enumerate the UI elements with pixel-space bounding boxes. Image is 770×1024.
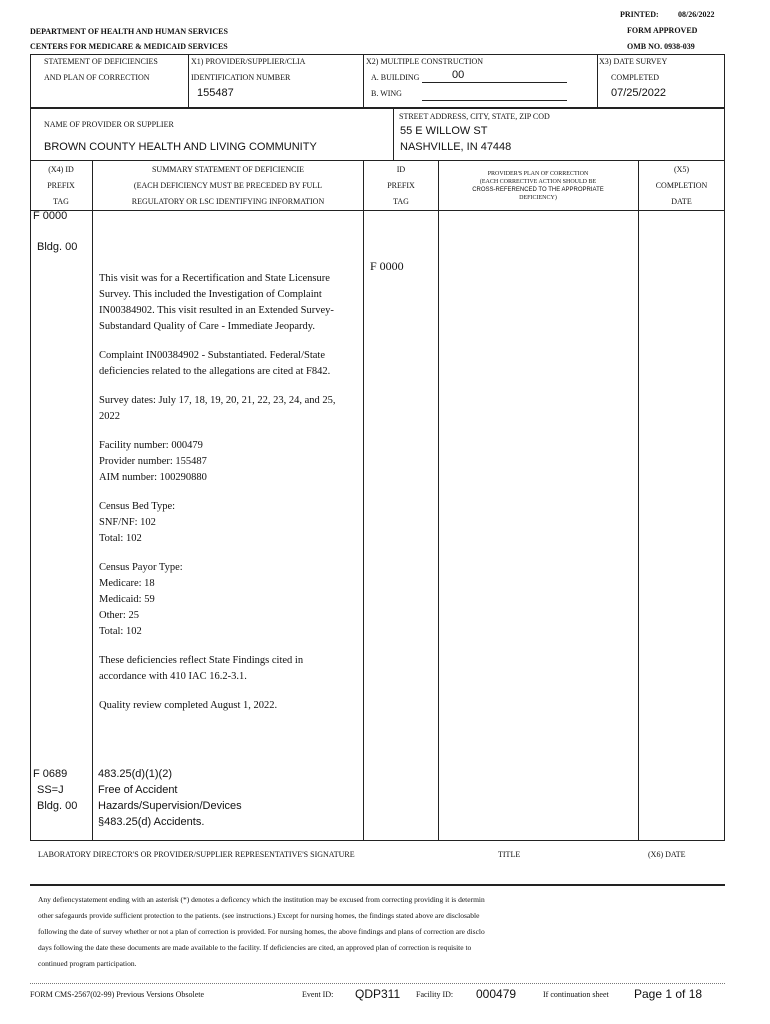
building-value: 00 [452,69,465,81]
address-label: STREET ADDRESS, CITY, STATE, ZIP COD [399,112,550,121]
plan-header-line1: PROVIDER'S PLAN OF CORRECTION [487,171,589,177]
continuation-label: If continuation sheet [543,990,609,999]
form-number: FORM CMS-2567(02-99) Previous Versions Obsolete [30,990,205,999]
regulation-line4: §483.25(d) Accidents. [98,816,205,828]
event-id-value: QDP311 [355,987,401,1001]
id-header-line3: TAG [393,197,409,206]
provider-name: BROWN COUNTY HEALTH AND LIVING COMMUNITY [44,141,317,153]
x4-header-line3: TAG [53,197,69,206]
x3-label-line2: COMPLETED [611,73,659,82]
summary-paragraph: This visit was for a Recertification and State Licensure Survey. This included the Investigation of Complaint IN00384902. This visit resulted in an Extended Survey-Substandard Quality of Care - Immediate Jeopardy. [99,273,334,332]
provider-name-label: NAME OF PROVIDER OR SUPPLIER [44,120,174,129]
address-line2: NASHVILLE, IN 47448 [400,141,512,153]
summary-header-line3: REGULATORY OR LSC IDENTIFYING INFORMATION [131,197,325,206]
id-prefix-tag-f0000: F 0000 [370,259,404,273]
disclaimer-line: continued program participation. [38,959,137,968]
summary-paragraph: Census Payor Type: Medicare: 18 Medicaid: 59 Other: 25 Total: 102 [99,562,183,637]
plan-header-line3: CROSS-REFERENCED TO THE APPROPRIATE [472,187,604,193]
department-name: DEPARTMENT OF HEALTH AND HUMAN SERVICES [30,27,228,36]
disclaimer-line: days following the date these documents are made available to the facility. If deficiencies are cited, an approved plan of correction is requisite to [38,943,472,952]
survey-completed-date: 07/25/2022 [611,87,667,99]
wing-label: B. WING [371,89,402,98]
provider-id-value: 155487 [197,87,234,99]
id-header-line2: PREFIX [387,181,415,190]
omb-number: OMB NO. 0938-039 [627,42,695,51]
statement-label-line1: STATEMENT OF DEFICIENCIES [44,57,158,66]
summary-paragraph: Complaint IN00384902 - Substantiated. Federal/State deficiencies related to the allegations are cited at F842. [99,350,331,377]
building-tag-1: Bldg. 00 [37,241,78,253]
plan-header-line4: DEFICIENCY) [519,195,557,201]
summary-paragraph: Census Bed Type: SNF/NF: 102 Total: 102 [99,501,176,544]
form-approved: FORM APPROVED [627,26,698,35]
statement-label-line2: AND PLAN OF CORRECTION [44,73,150,82]
scope-severity: SS=J [37,784,64,796]
summary-header-line1: SUMMARY STATEMENT OF DEFICIENCIE [151,165,305,174]
page-number: Page 1 of 18 [634,987,703,1001]
x5-header-line1: (X5) [673,165,690,174]
building-tag-2: Bldg. 00 [37,800,78,812]
event-id-label: Event ID: [302,990,334,999]
summary-header-line2: (EACH DEFICIENCY MUST BE PRECEDED BY FULL [133,181,323,190]
disclaimer-line: other safegaurds provide sufficient protection to the patients. (see instructions.) Except for nursing homes, the findings stated above are disclosable [38,911,480,920]
x1-label-line1: X1) PROVIDER/SUPPLIER/CLIA [191,57,306,66]
building-label: A. BUILDING [371,73,420,82]
address-line1: 55 E WILLOW ST [400,125,488,137]
x4-header-line1: (X4) ID [48,165,74,174]
x5-header-line3: DATE [671,197,692,206]
summary-paragraph: Quality review completed August 1, 2022. [99,700,278,711]
regulation-line2: Free of Accident [98,784,178,796]
disclaimer-line: Any defiencystatement ending with an asterisk (*) denotes a deficency which the institution may be excused from correcting providing it is determin [38,895,485,904]
signature-label: LABORATORY DIRECTOR'S OR PROVIDER/SUPPLIER REPRESENTATIVE'S SIGNATURE [38,850,355,859]
x2-title: X2) MULTIPLE CONSTRUCTION [366,57,484,66]
facility-id-value: 000479 [476,987,517,1001]
summary-paragraph: Facility number: 000479 Provider number: 155487 AIM number: 100290880 [99,440,207,483]
summary-paragraph: These deficiencies reflect State Findings cited in accordance with 410 IAC 16.2-3.1. [99,655,304,682]
centers-name: CENTERS FOR MEDICARE & MEDICAID SERVICES [30,42,228,51]
printed-date: 08/26/2022 [678,10,715,19]
id-header-line1: ID [396,165,406,174]
regulation-line1: 483.25(d)(1)(2) [98,768,172,780]
x5-header-line2: COMPLETION [655,181,708,190]
prefix-tag-f0000: F 0000 [33,210,68,222]
prefix-tag-f0689: F 0689 [33,768,68,780]
summary-paragraph: Survey dates: July 17, 18, 19, 20, 21, 22, 23, 24, and 25, 2022 [99,395,336,422]
x4-header-line2: PREFIX [47,181,75,190]
title-label: TITLE [498,850,521,859]
x6-date-label: (X6) DATE [648,850,686,859]
x3-label-line1: X3) DATE SURVEY [599,57,668,66]
regulation-line3: Hazards/Supervision/Devices [98,800,242,812]
disclaimer-line: following the date of survey whether or not a plan of correction is provided. For nursing homes, the above findings and plans of correction are disclo [38,927,485,936]
facility-id-label: Facility ID: [416,990,454,999]
x1-label-line2: IDENTIFICATION NUMBER [191,73,291,82]
summary-statement [99,271,349,727]
plan-header-line2: (EACH CORRECTIVE ACTION SHOULD BE [479,179,597,185]
printed-label: PRINTED: [620,10,659,19]
